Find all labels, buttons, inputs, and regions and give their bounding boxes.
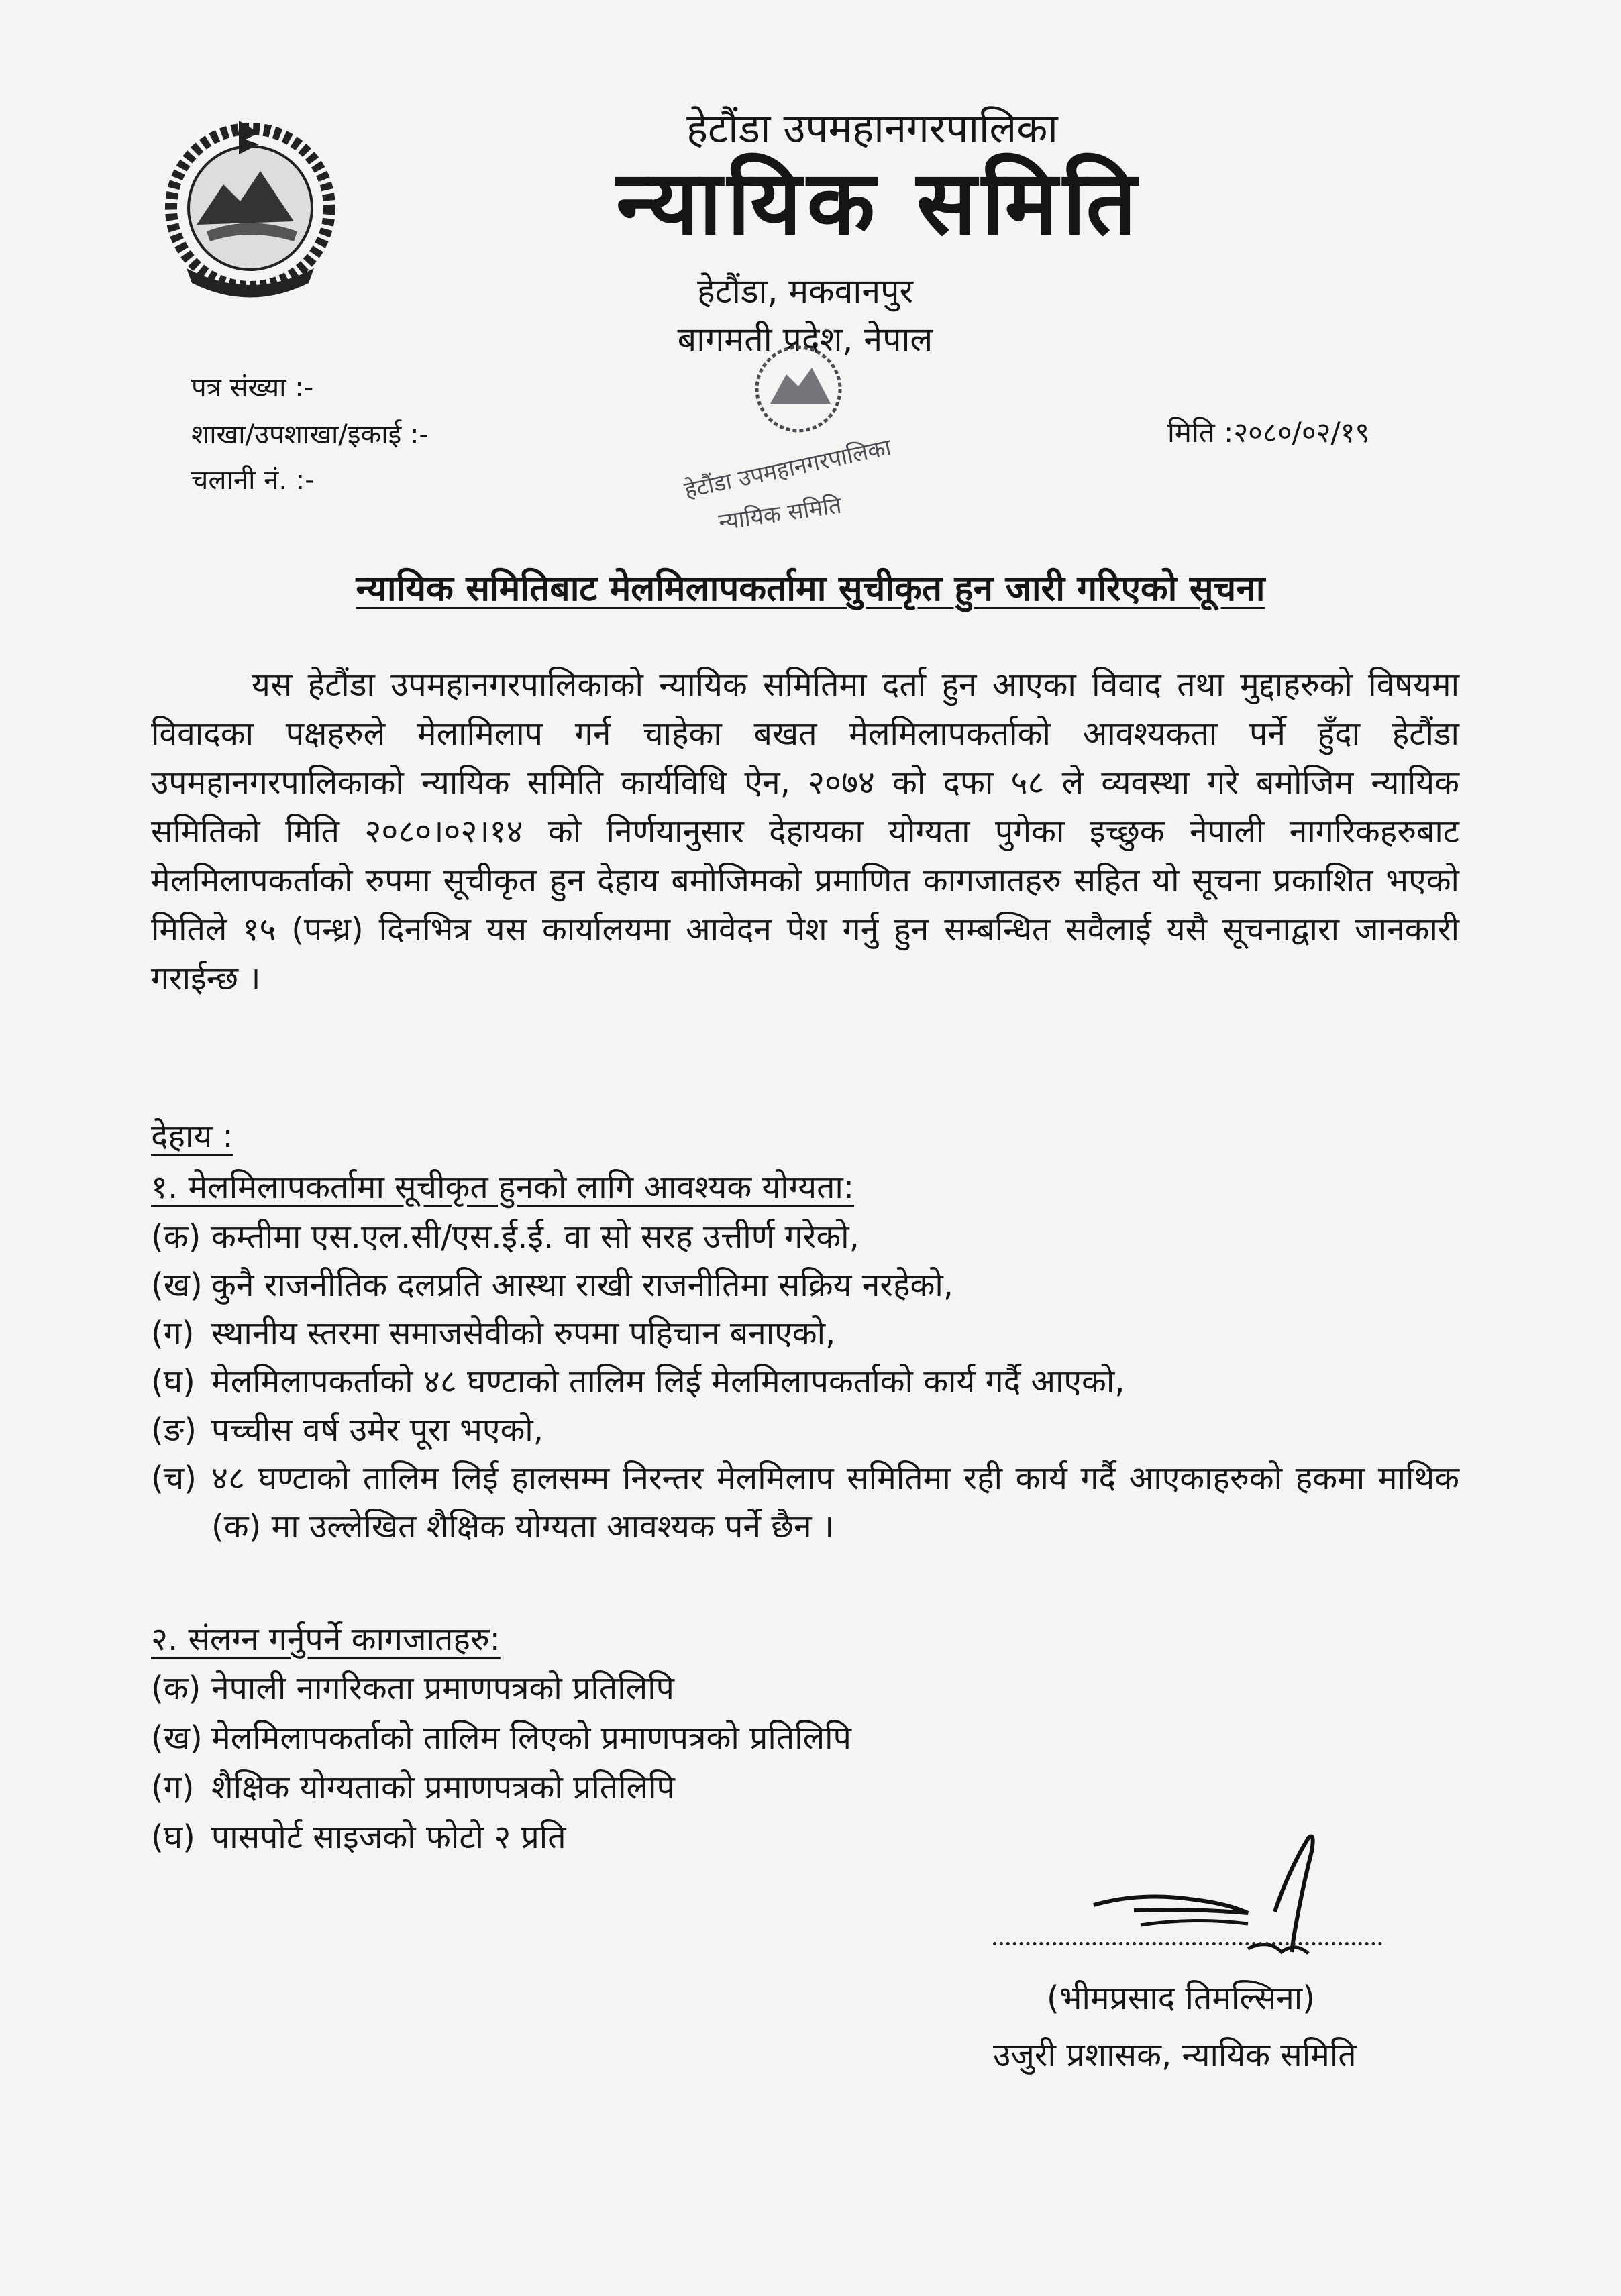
dispatch-number-label: चलानी नं. :- [191, 465, 315, 496]
stamp-line-1: हेटौंडा उपमहानगरपालिका [682, 433, 894, 504]
list-item [151, 1713, 1459, 1763]
documents-heading: २. संलग्न गर्नुपर्ने कागजातहरु: [151, 1621, 501, 1658]
branch-label: शाखा/उपशाखा/इकाई :- [191, 419, 429, 450]
list-item-text: पच्चीस वर्ष उमेर पूरा भएको, [211, 1411, 543, 1449]
list-marker: (ङ) [151, 1411, 197, 1449]
municipality-name: हेटौंडा उपमहानगरपालिका [686, 105, 1058, 152]
list-item [151, 1213, 1459, 1261]
list-item [151, 1454, 1459, 1551]
dehay-heading: देहाय : [151, 1117, 233, 1155]
nepal-emblem-icon [160, 107, 341, 302]
list-item-text: ४८ घण्टाको तालिम लिई हालसम्म निरन्तर मेलमिलाप समितिमा रही कार्य गर्दै आएकाहरुको हकमा माथिक (क) मा उल्लेखित शैक्षिक योग्यता आवश्यक पर्ने छैन । [211, 1460, 1459, 1545]
list-marker: (ग) [151, 1315, 195, 1352]
list-item [151, 1358, 1459, 1406]
office-stamp [671, 342, 939, 543]
list-item [151, 1663, 1459, 1713]
notice-body-paragraph: यस हेटौंडा उपमहानगरपालिकाको न्यायिक समितिमा दर्ता हुन आएका विवाद तथा मुद्दाहरुको विषयमा विवादका पक्षहरुले मेलामिलाप गर्न चाहेका बखत मेलमिलापकर्ताको आवश्यकता पर्ने हुँदा हेटौंडा उपमहानगरपालिकाको न्यायिक समिति कार्यविधि ऐन, २०७४ को दफा ५८ ले व्यवस्था गरे बमोजिम न्यायिक समितिको मिति २०८०।०२।१४ को निर्णयानुसार देहायका योग्यता पुगेका इच्छुक नेपाली नागरिकहरुबाट मेलमिलापकर्ताको रुपमा सूचीकृत हुन देहाय बमोजिमको प्रमाणित कागजातहरु सहित यो सूचना प्रकाशित भएको मितिले १५ (पन्ध्र) दिनभित्र यस कार्यालयमा आवेदन पेश गर्नु हुन सम्बन्धित सवैलाई यसै सूचनाद्वारा जानकारी गराईन्छ । [151, 666, 1459, 997]
qualifications-heading: १. मेलमिलापकर्तामा सूचीकृत हुनको लागि आवश्यक योग्यता: [151, 1168, 855, 1206]
stamp-line-2: न्यायिक समिति [717, 492, 843, 536]
letter-number-label: पत्र संख्या :- [191, 372, 314, 403]
signer-name: (भीमप्रसाद तिमल्सिना) [1047, 1979, 1315, 2017]
list-item-text: नेपाली नागरिकता प्रमाणपत्रको प्रतिलिपि [211, 1670, 674, 1707]
list-marker: (क) [151, 1218, 201, 1256]
list-marker: (च) [151, 1460, 197, 1497]
committee-name-heading: न्यायिक समिति [616, 152, 1142, 255]
list-item [151, 1406, 1459, 1454]
signer-title: उजुरी प्रशासक, न्यायिक समिति [993, 2036, 1357, 2074]
notice-title-text: न्यायिक समितिबाट मेलमिलापकर्तामा सुचीकृत हुन जारी गरिएको सूचना [356, 568, 1265, 609]
list-marker: (ग) [151, 1769, 195, 1806]
list-marker: (ख) [151, 1266, 203, 1304]
list-marker: (क) [151, 1670, 201, 1707]
list-item [151, 1763, 1459, 1812]
list-marker: (घ) [151, 1363, 195, 1401]
list-item-text: स्थानीय स्तरमा समाजसेवीको रुपमा पहिचान बनाएको, [211, 1315, 836, 1352]
notice-title [201, 562, 1420, 611]
list-item-text: शैक्षिक योग्यताको प्रमाणपत्रको प्रतिलिपि [211, 1769, 675, 1806]
list-item-text: कम्तीमा एस.एल.सी/एस.ई.ई. वा सो सरह उत्तीर्ण गरेको, [211, 1218, 859, 1256]
list-marker: (ख) [151, 1719, 203, 1757]
signature-line [993, 1942, 1382, 1945]
list-item-text: मेलमिलापकर्ताको तालिम लिएको प्रमाणपत्रको प्रतिलिपि [211, 1719, 851, 1757]
district-line: हेटौंडा, मकवानपुर [697, 272, 913, 311]
province-line: बागमती प्रदेश, नेपाल [677, 320, 933, 359]
list-item-text: पासपोर्ट साइजको फोटो २ प्रति [211, 1818, 566, 1856]
list-item-text: मेलमिलापकर्ताको ४८ घण्टाको तालिम लिई मेलमिलापकर्ताको कार्य गर्दै आएको, [211, 1363, 1125, 1401]
signature [993, 1824, 1396, 1979]
qualifications-list [151, 1213, 1459, 1551]
list-item [151, 1309, 1459, 1358]
list-item [151, 1261, 1459, 1309]
list-marker: (घ) [151, 1818, 195, 1856]
list-item-text: कुनै राजनीतिक दलप्रति आस्था राखी राजनीतिमा सक्रिय नरहेको, [211, 1266, 954, 1304]
date-label: मिति :२०८०/०२/१९ [1167, 416, 1370, 449]
